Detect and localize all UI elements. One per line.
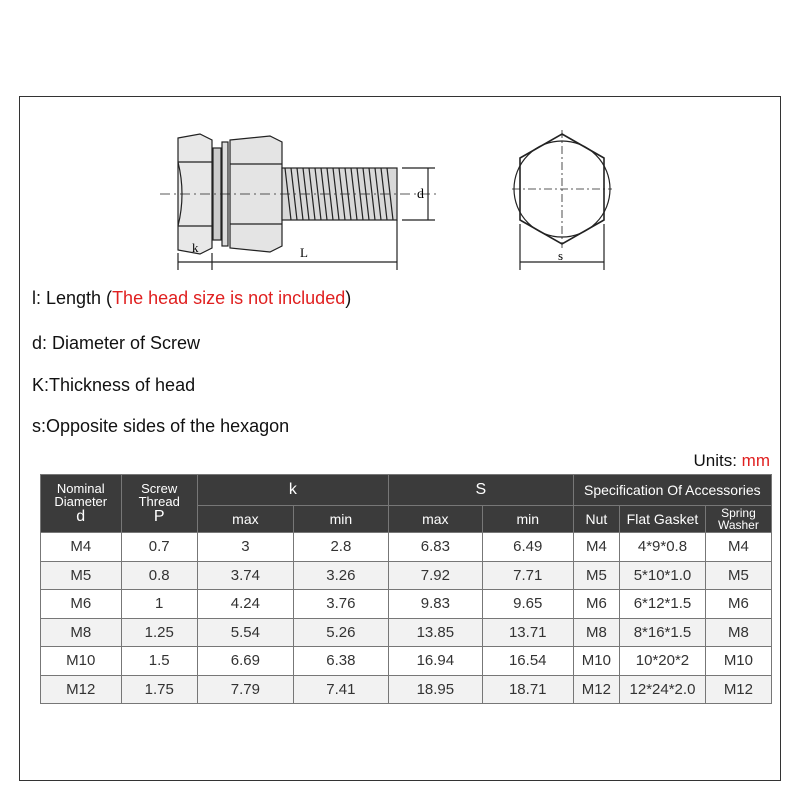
table-cell: 3.26 [293,561,388,590]
length-prefix: l: Length ( [32,288,113,308]
table-cell: 18.71 [482,675,573,704]
table-cell: 5*10*1.0 [620,561,706,590]
table-cell: 3.76 [293,590,388,619]
table-row [41,618,772,647]
bolt-diagram [140,120,640,275]
units-value: mm [741,451,770,470]
table-cell: 2.8 [293,533,388,562]
table-row [41,533,772,562]
header-s-max: max [388,506,482,533]
table-cell: 8*16*1.5 [620,618,706,647]
table-cell: 7.79 [197,675,293,704]
table-cell: 1.5 [121,647,197,676]
table-cell: 1.75 [121,675,197,704]
header-nut: Nut [573,506,619,533]
table-cell: M5 [705,561,771,590]
header-spring-washer: Spring Washer [705,506,771,533]
definition-thickness: K:Thickness of head [32,375,196,395]
header-k-min: min [293,506,388,533]
table-cell: 6*12*1.5 [620,590,706,619]
header-accessories: Specification Of Accessories [573,475,771,506]
header-s: S [388,475,573,506]
table-cell: 9.65 [482,590,573,619]
table-cell: M12 [41,675,122,704]
table-cell: M12 [573,675,619,704]
table-row [41,561,772,590]
table-cell: 7.92 [388,561,482,590]
label-L: L [300,245,308,260]
table-cell: 6.69 [197,647,293,676]
table-cell: M6 [41,590,122,619]
table-cell: M10 [705,647,771,676]
label-d: d [417,187,424,202]
table-cell: 12*24*2.0 [620,675,706,704]
table-cell: 0.7 [121,533,197,562]
threaded-shank [282,168,397,220]
units-label [693,451,770,471]
table-cell: M5 [573,561,619,590]
table-cell: 3.74 [197,561,293,590]
table-cell: 5.54 [197,618,293,647]
table-cell: M8 [41,618,122,647]
table-cell: M6 [705,590,771,619]
table-cell: 4*9*0.8 [620,533,706,562]
table-cell: M10 [41,647,122,676]
table-cell: 6.49 [482,533,573,562]
table-cell: 13.71 [482,618,573,647]
header-flat-gasket: Flat Gasket [620,506,706,533]
table-cell: 1 [121,590,197,619]
table-cell: M4 [41,533,122,562]
header-k-max: max [197,506,293,533]
table-cell: M12 [705,675,771,704]
table-cell: 4.24 [197,590,293,619]
table-cell: 16.54 [482,647,573,676]
table-cell: M4 [705,533,771,562]
table-cell: 7.41 [293,675,388,704]
table-row [41,647,772,676]
header-k: k [197,475,388,506]
table-cell: 16.94 [388,647,482,676]
length-note: The head size is not included [112,288,346,308]
table-cell: M4 [573,533,619,562]
label-k: k [192,240,199,255]
table-cell: 3 [197,533,293,562]
definition-hexagon: s:Opposite sides of the hexagon [32,416,290,436]
table-cell: M8 [705,618,771,647]
table-cell: 18.95 [388,675,482,704]
table-cell: 13.85 [388,618,482,647]
table-row [41,590,772,619]
header-thread: Screw Thread P [121,475,197,533]
table-cell: 9.83 [388,590,482,619]
spec-table [40,474,772,704]
table-cell: 6.38 [293,647,388,676]
table-cell: 10*20*2 [620,647,706,676]
table-cell: M6 [573,590,619,619]
definition-diameter: d: Diameter of Screw [32,333,201,353]
table-cell: 7.71 [482,561,573,590]
length-suffix: ) [345,288,352,308]
units-text: Units: [693,451,742,470]
table-cell: 5.26 [293,618,388,647]
table-cell: 1.25 [121,618,197,647]
table-cell: M8 [573,618,619,647]
table-cell: M5 [41,561,122,590]
table-row [41,675,772,704]
header-nominal: Nominal Diameter d [41,475,122,533]
table-cell: 0.8 [121,561,197,590]
table-cell: 6.83 [388,533,482,562]
header-s-min: min [482,506,573,533]
definition-length [32,288,351,309]
label-s: s [558,248,564,263]
table-cell: M10 [573,647,619,676]
